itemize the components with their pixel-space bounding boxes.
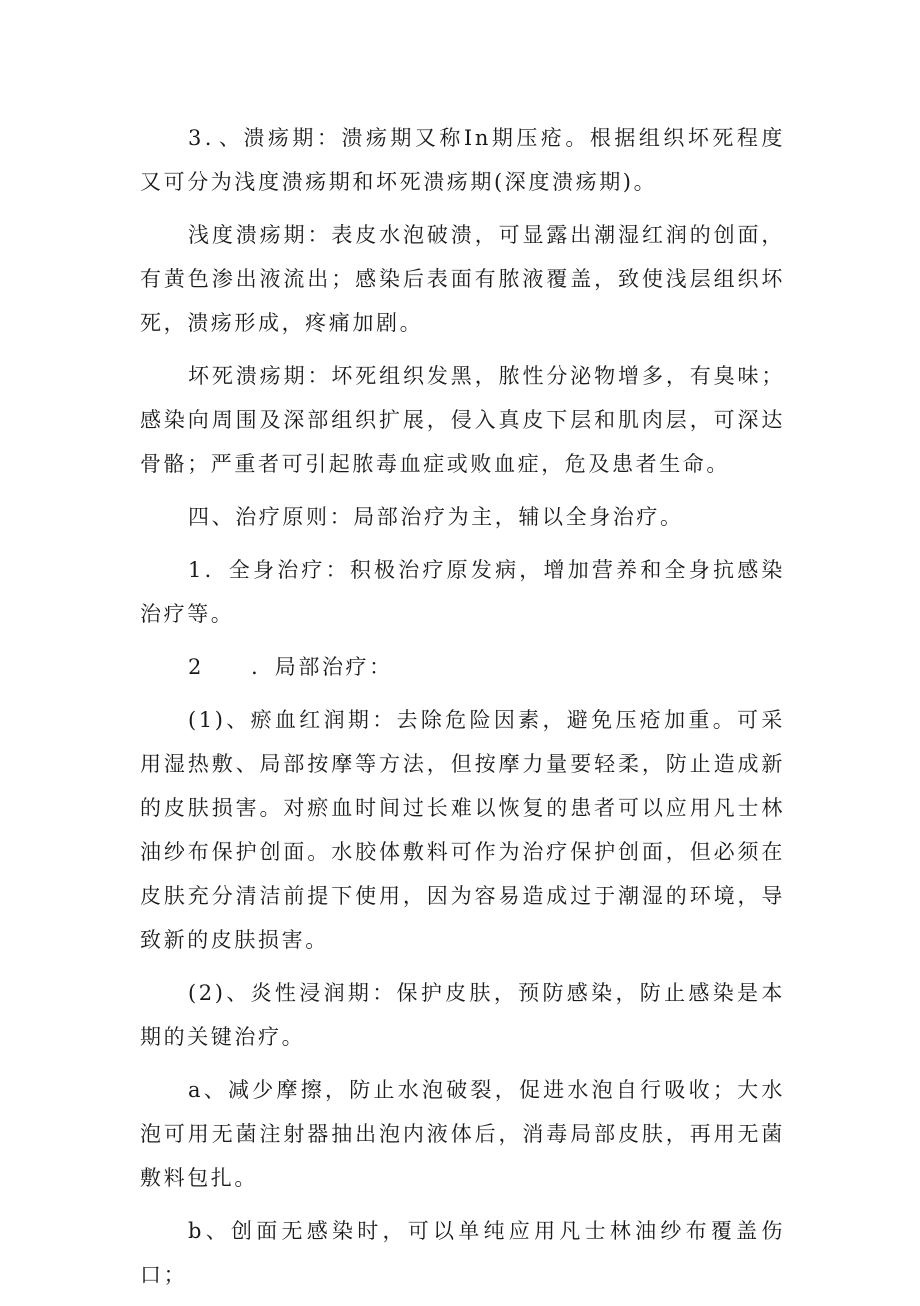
paragraph-item-a: a、减少摩擦，防止水泡破裂，促进水泡自行吸收；大水泡可用无菌注射器抽出泡内液体后，消毒局部皮肤，再用无菌敷料包扎。 [140, 1078, 785, 1190]
paragraph-item-b: b、创面无感染时，可以单纯应用凡士林油纱布覆盖伤口； [140, 1219, 785, 1287]
paragraph-ulcer-stage: 3．、溃疡期：溃疡期又称In期压疮。根据组织坏死程度又可分为浅度溃疡期和坏死溃疡期(深度溃疡期)。 [140, 126, 785, 194]
paragraph-congestion-stage: (1)、瘀血红润期：去除危险因素，避免压疮加重。可采用湿热敷、局部按摩等方法，但按摩力量要轻柔，防止造成新的皮肤损害。对瘀血时间过长难以恢复的患者可以应用凡士林油纱布保护创面。水胶体敷料可作为治疗保护创面，但必须在皮肤充分清洁前提下使用，因为容易造成过于潮湿的环境，导致新的皮肤损害。 [140, 708, 785, 952]
paragraph-shallow-ulcer: 浅度溃疡期：表皮水泡破溃，可显露出潮湿红润的创面，有黄色渗出液流出；感染后表面有脓液覆盖，致使浅层组织坏死，溃疡形成，疼痛加剧。 [140, 223, 785, 335]
paragraph-local-treatment: 2 ．局部治疗： [188, 655, 393, 679]
paragraph-treatment-principle: 四、治疗原则：局部治疗为主，辅以全身治疗。 [188, 505, 684, 529]
paragraph-systemic-treatment: 1．全身治疗：积极治疗原发病，增加营养和全身抗感染治疗等。 [140, 558, 785, 626]
paragraph-inflammation-stage: (2)、炎性浸润期：保护皮肤，预防感染，防止感染是本期的关键治疗。 [140, 981, 785, 1049]
paragraph-necrotic-ulcer: 坏死溃疡期：坏死组织发黑，脓性分泌物增多，有臭味；感染向周围及深部组织扩展，侵入真皮下层和肌肉层，可深达骨骼；严重者可引起脓毒血症或败血症，危及患者生命。 [140, 364, 785, 476]
document-body [140, 116, 785, 1306]
